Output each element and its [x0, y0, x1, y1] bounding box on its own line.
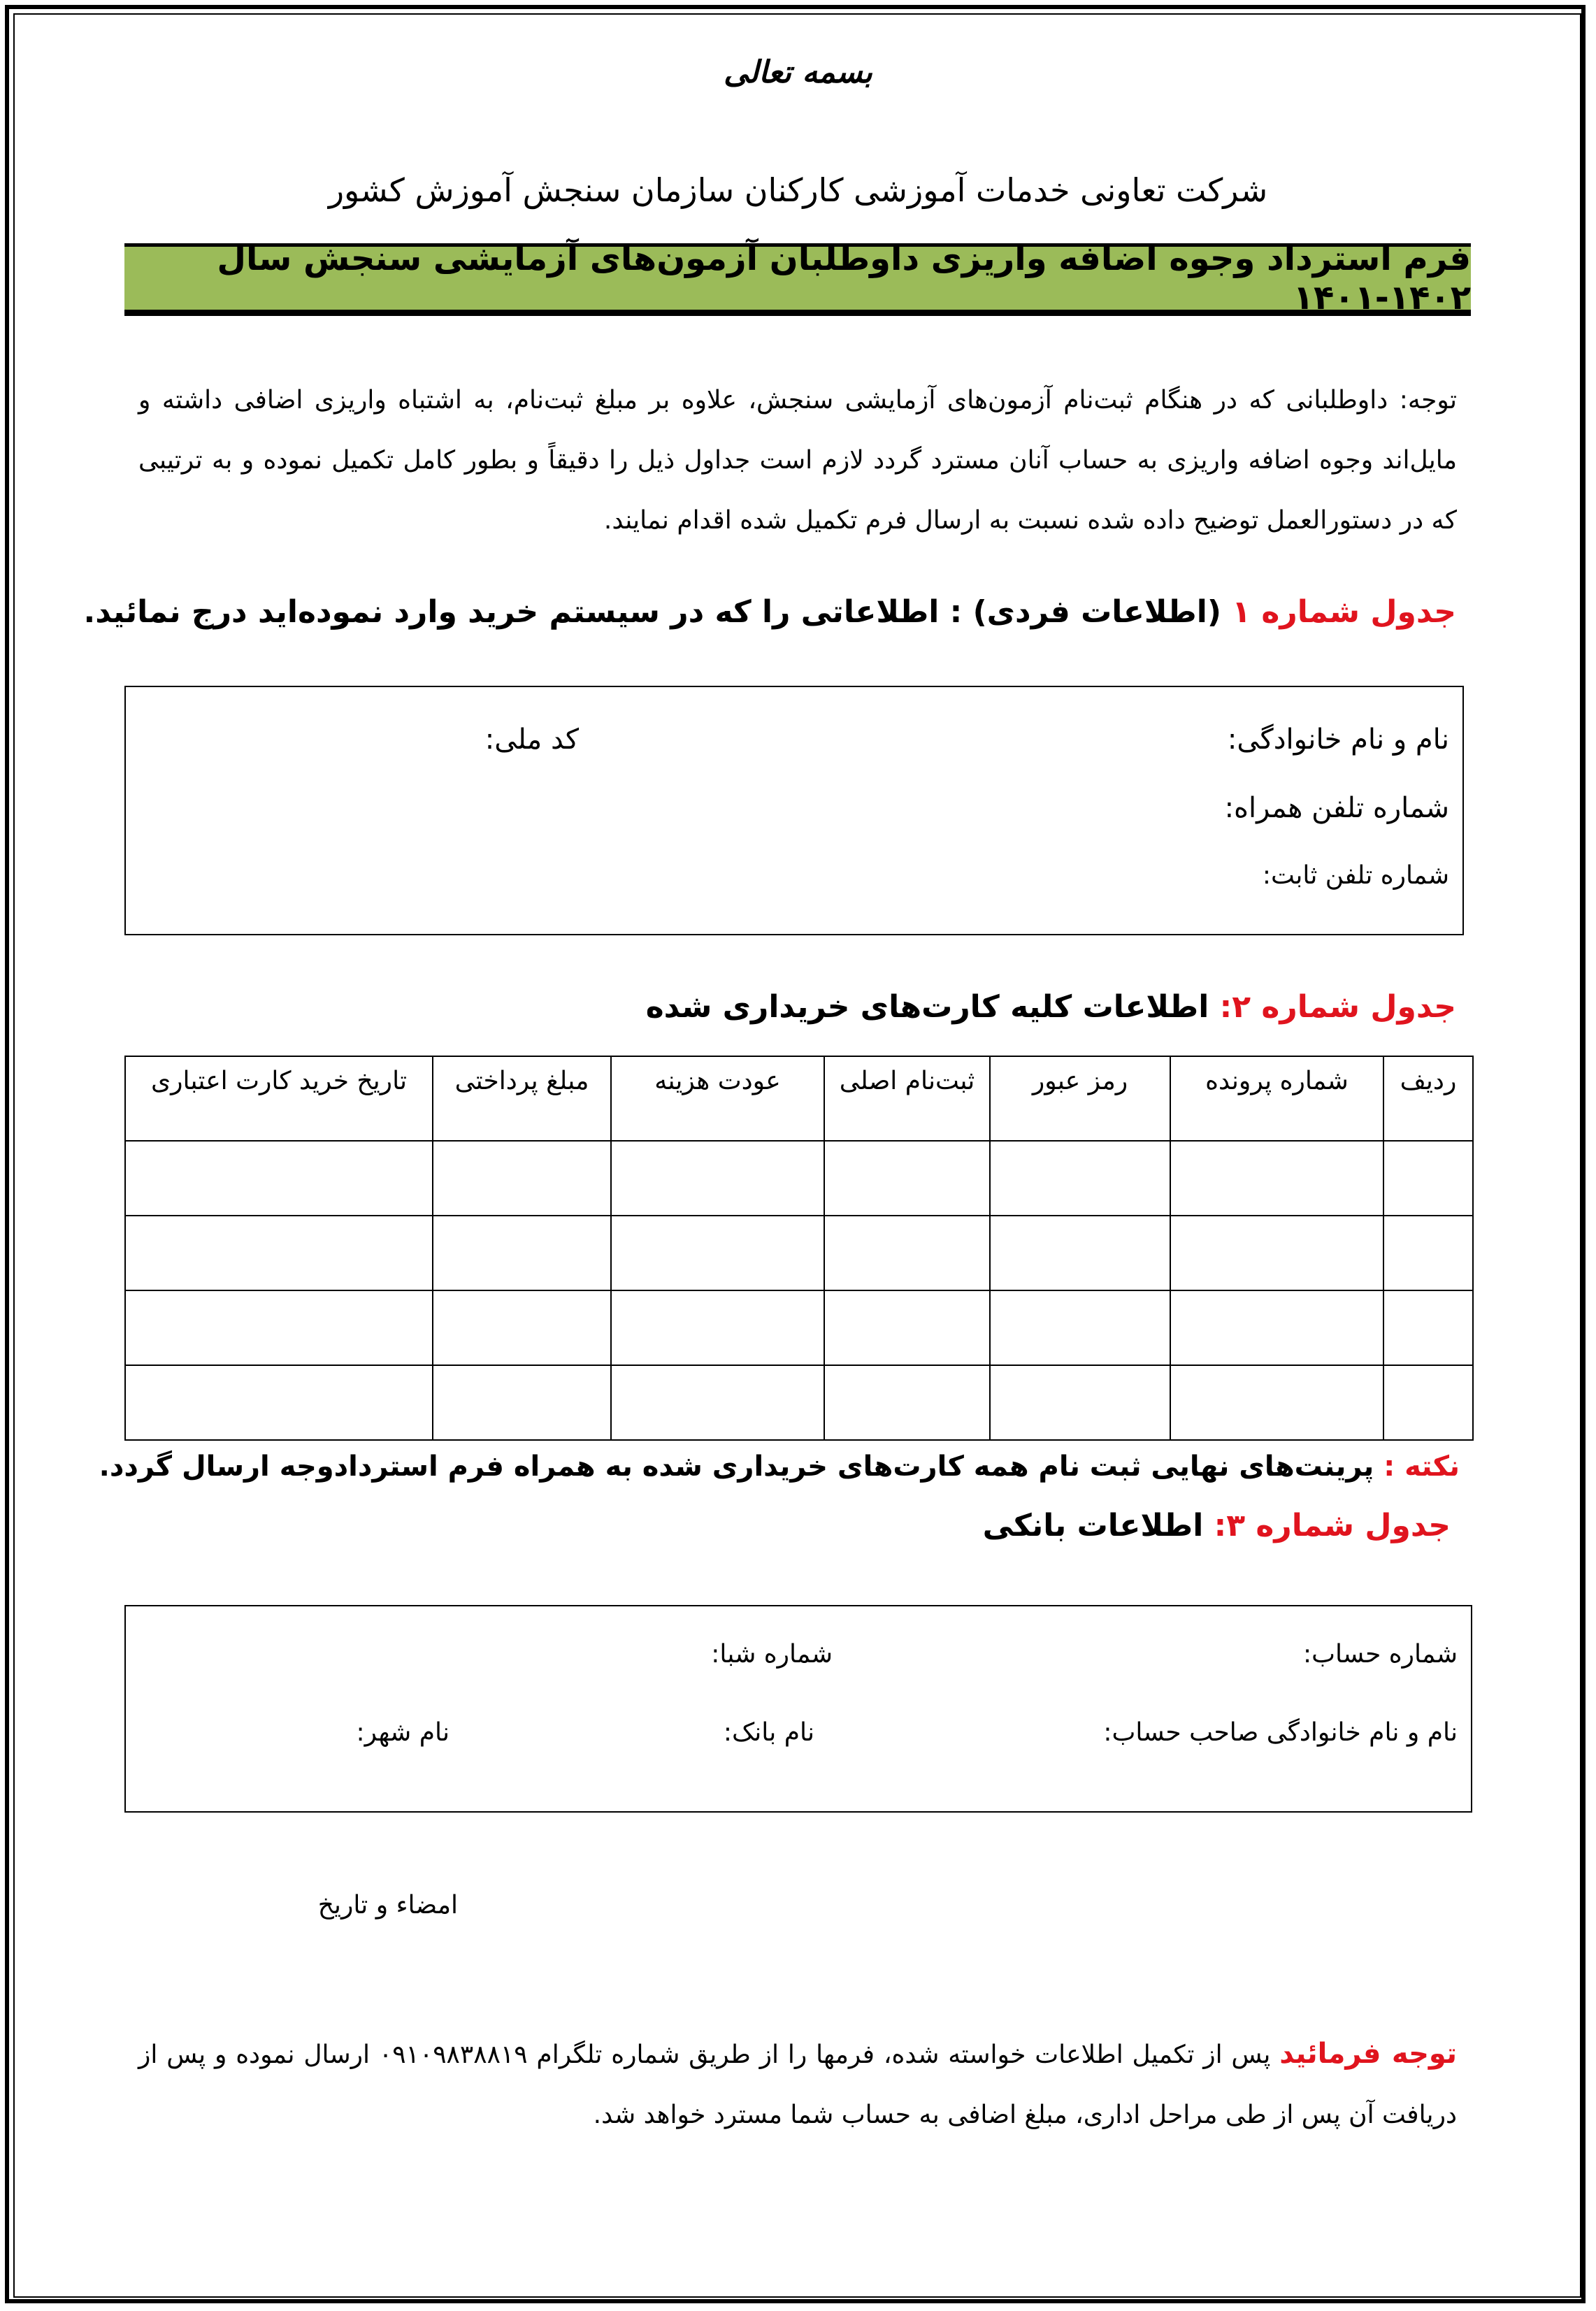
basmala-heading: بسمه تعالی	[724, 55, 872, 90]
footer-paragraph	[138, 2024, 1457, 2145]
cards-table	[124, 1056, 1474, 1441]
col-header-refund: عودت هزینه	[611, 1056, 824, 1141]
table-cell[interactable]	[824, 1365, 990, 1440]
table-row	[125, 1365, 1473, 1440]
table-cell[interactable]	[1170, 1290, 1383, 1365]
company-name: شرکت تعاونی خدمات آموزشی کارکنان سازمان سنجش آموزش کشور	[328, 171, 1268, 209]
table-cell[interactable]	[1383, 1216, 1473, 1290]
table-cell[interactable]	[990, 1216, 1170, 1290]
table-cell[interactable]	[433, 1365, 611, 1440]
section3-text: اطلاعات بانکی	[982, 1508, 1214, 1543]
bank-info-box	[124, 1605, 1472, 1813]
section2-heading	[646, 989, 1456, 1025]
landline-field[interactable]: شماره تلفن ثابت:	[1262, 861, 1449, 890]
table-header-row	[125, 1056, 1473, 1141]
table-cell[interactable]	[990, 1141, 1170, 1216]
full-name-field[interactable]: نام و نام خانوادگی:	[1227, 723, 1449, 756]
table-cell[interactable]	[824, 1141, 990, 1216]
table-cell[interactable]	[611, 1216, 824, 1290]
section1-heading	[84, 594, 1456, 630]
table-cell[interactable]	[125, 1290, 433, 1365]
footer-text: پس از تکمیل اطلاعات خواسته شده، فرمها را از طریق شماره تلگرام ۰۹۱۰۹۸۳۸۸۱۹ ارسال نموده و پس از دریافت آن پس از طی مراحل اداری، مبلغ اضافی به حساب شما مسترد خواهد شد.	[138, 2040, 1457, 2129]
table-cell[interactable]	[433, 1216, 611, 1290]
table-cell[interactable]	[611, 1290, 824, 1365]
table-row	[125, 1216, 1473, 1290]
table-cell[interactable]	[1383, 1141, 1473, 1216]
signature-date-label: امضاء و تاریخ	[317, 1891, 458, 1920]
bank-name-field[interactable]: نام بانک:	[723, 1718, 814, 1747]
form-title-bar	[124, 239, 1471, 317]
mobile-field[interactable]: شماره تلفن همراه:	[1224, 792, 1449, 824]
table-cell[interactable]	[611, 1365, 824, 1440]
col-header-main-registration: ثبت‌نام اصلی	[824, 1056, 990, 1141]
table-row	[125, 1290, 1473, 1365]
table-cell[interactable]	[990, 1365, 1170, 1440]
sheba-field[interactable]: شماره شبا:	[711, 1640, 833, 1669]
section3-label: جدول شماره ۳:	[1214, 1508, 1451, 1543]
national-code-field[interactable]: کد ملی:	[484, 723, 579, 756]
col-header-amount-paid: مبلغ پرداختی	[433, 1056, 611, 1141]
form-title: فرم استرداد وجوه اضافه واریزی داوطلبان آزمون‌های آزمایشی سنجش سال ۱۴۰۲-۱۴۰۱	[217, 239, 1471, 317]
table-cell[interactable]	[611, 1141, 824, 1216]
section3-heading	[983, 1508, 1451, 1543]
section1-text: (اطلاعات فردی) : اطلاعاتی را که در سیستم خرید وارد نموده‌اید درج نمائید.	[83, 594, 1232, 630]
section2-label: جدول شماره ۲:	[1219, 989, 1456, 1025]
table-cell[interactable]	[125, 1365, 433, 1440]
section2-text: اطلاعات کلیه کارت‌های خریداری شده	[645, 989, 1220, 1025]
table-cell[interactable]	[125, 1141, 433, 1216]
table-cell[interactable]	[824, 1216, 990, 1290]
note-text: پرینت‌های نهایی ثبت نام همه کارت‌های خریداری شده به همراه فرم استردادوجه ارسال گردد.	[99, 1450, 1384, 1483]
account-holder-field[interactable]: نام و نام خانوادگی صاحب حساب:	[1103, 1718, 1458, 1747]
table-row	[125, 1141, 1473, 1216]
table-cell[interactable]	[433, 1290, 611, 1365]
table-cell[interactable]	[990, 1290, 1170, 1365]
note-line	[99, 1450, 1460, 1483]
table-cell[interactable]	[1383, 1290, 1473, 1365]
col-header-purchase-date: تاریخ خرید کارت اعتباری	[125, 1056, 433, 1141]
table-cell[interactable]	[1383, 1365, 1473, 1440]
table-cell[interactable]	[1170, 1216, 1383, 1290]
table-cell[interactable]	[1170, 1365, 1383, 1440]
table-cell[interactable]	[824, 1290, 990, 1365]
col-header-file-number: شماره پرونده	[1170, 1056, 1383, 1141]
note-label: نکته :	[1383, 1450, 1460, 1483]
table-cell[interactable]	[433, 1141, 611, 1216]
table-cell[interactable]	[1170, 1141, 1383, 1216]
table-cell[interactable]	[125, 1216, 433, 1290]
city-name-field[interactable]: نام شهر:	[356, 1718, 450, 1747]
footer-label: توجه فرمائید	[1279, 2038, 1458, 2070]
col-header-row-number: ردیف	[1383, 1056, 1473, 1141]
account-number-field[interactable]: شماره حساب:	[1303, 1640, 1458, 1669]
col-header-password: رمز عبور	[990, 1056, 1170, 1141]
section1-label: جدول شماره ۱	[1232, 594, 1456, 630]
notice-paragraph: توجه: داوطلبانی که در هنگام ثبت‌نام آزمون‌های آزمایشی سنجش، علاوه بر مبلغ ثبت‌نام، به اشتباه واریزی اضافی داشته و مایل‌اند وجوه اضافه واریزی به حساب آنان مسترد گردد لازم است جداول ذیل را دقیقاً و بطور کامل تکمیل نموده و به ترتیبی که در دستورالعمل توضیح داده شده نسبت به ارسال فرم تکمیل شده اقدام نمایند.	[138, 386, 1457, 535]
